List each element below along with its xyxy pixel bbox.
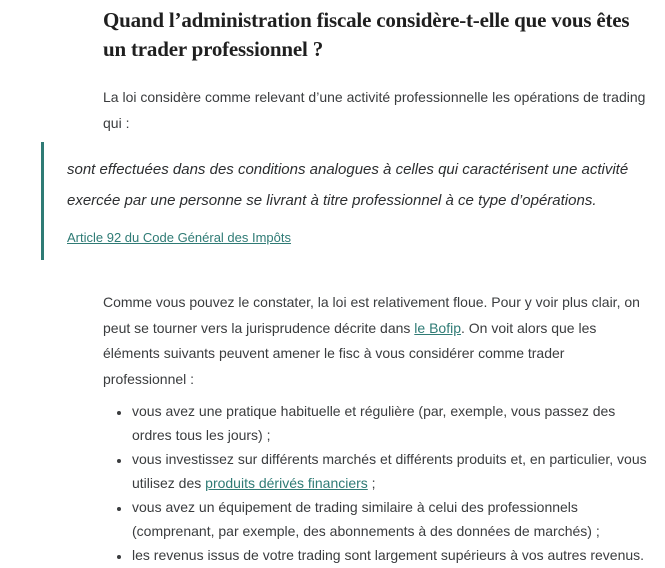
list-item-text: vous avez une pratique habituelle et régulière (par, exemple, vous passez des ordres tous les jours) ;: [132, 403, 616, 443]
page-title: Quand l’administration fiscale considère-t-elle que vous êtes un trader professionnel ?: [103, 8, 630, 61]
list-item-trading-income: [131, 543, 651, 567]
quote-text: sont effectuées dans des conditions analogues à celles qui caractérisent une activité exercée par une personne se livrant à titre professionnel à ce type d’opérations.: [67, 161, 629, 209]
list-item-text: les revenus issus de votre trading sont largement supérieurs à vos autres revenus.: [132, 547, 645, 563]
list-item-habitual-practice: [131, 399, 651, 447]
derivatives-link[interactable]: produits dérivés financiers: [205, 475, 368, 491]
list-item-text: vous avez un équipement de trading similaire à celui des professionnels (comprenant, par exemple, des abonnements à des données de marchés) ;: [132, 499, 600, 539]
list-item-trading-equipment: [131, 495, 651, 543]
criteria-list: [103, 399, 651, 567]
list-item-text-after: ;: [367, 475, 376, 491]
intro-paragraph: La loi considère comme relevant d’une activité professionnelle les opérations de trading qui :: [103, 89, 646, 131]
paragraph-text-after: . On voit alors que les éléments suivants peuvent amener le fisc à vous considérer comme trader professionnel :: [103, 319, 597, 387]
article-92-link[interactable]: Article 92 du Code Général des Impôts: [67, 230, 292, 245]
explanation-paragraph: [103, 290, 651, 392]
article-page: [0, 6, 665, 563]
list-item-markets-products: [131, 447, 651, 495]
law-quote-block: [41, 142, 645, 260]
bofip-link[interactable]: le Bofip: [414, 319, 461, 336]
paragraph-text-before: Comme vous pouvez le constater, la loi est relativement floue. Pour y voir plus clair, on peut se tourner vers la jurisprudence décrite dans: [103, 294, 640, 336]
list-item-text-before: vous investissez sur différents marchés et différents produits et, en particulier, vous utilisez des: [132, 451, 647, 491]
